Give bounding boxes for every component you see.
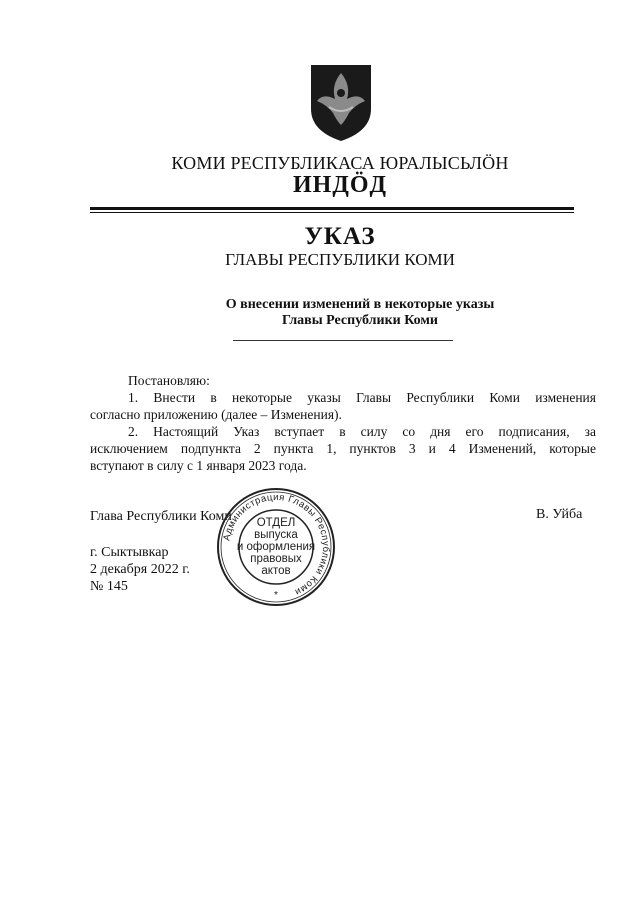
header-divider-thick xyxy=(90,207,574,210)
place-and-date xyxy=(90,544,190,595)
signatory-name: В. Уйба xyxy=(536,507,583,522)
subject-line-2: Главы Республики Коми xyxy=(281,313,439,328)
city: г. Сыктывкар xyxy=(90,545,169,560)
komi-coat-of-arms-icon xyxy=(309,63,373,143)
decree-number: № 145 xyxy=(90,579,128,594)
komi-header-title: КОМИ РЕСПУБЛИКАСА ЮРАЛЫСЬЛӦН xyxy=(171,153,509,173)
doc-type: УКАЗ xyxy=(304,223,376,250)
stamp-line-1: ОТДЕЛ xyxy=(256,517,296,529)
stamp-star-icon: * xyxy=(274,590,278,601)
header-divider-thin xyxy=(90,212,574,213)
official-stamp xyxy=(215,486,337,608)
item-1-line-2: согласно приложению (далее – Изменения). xyxy=(90,407,342,422)
stamp-line-5: актов xyxy=(261,565,291,577)
item-2-line-1: 2. Настоящий Указ вступает в силу со дня его подписания, за xyxy=(128,424,596,439)
subject-underline xyxy=(233,340,453,341)
subject-line-1: О внесении изменений в некоторые указы xyxy=(225,297,495,312)
decree-subject xyxy=(210,297,510,329)
decree-body xyxy=(90,372,596,474)
date: 2 декабря 2022 г. xyxy=(90,562,190,577)
komi-doc-type: ИНДӦД xyxy=(292,172,388,198)
stamp-line-3: и оформления xyxy=(236,541,316,553)
doc-issuer: ГЛАВЫ РЕСПУБЛИКИ КОМИ xyxy=(225,250,455,269)
item-2-line-2: исключением подпункта 2 пункта 1, пунктов 3 и 4 Изменений, которые xyxy=(90,441,596,456)
signatory-position: Глава Республики Коми xyxy=(90,509,232,524)
item-1-line-1: 1. Внести в некоторые указы Главы Республики Коми изменения xyxy=(128,390,596,405)
preamble: Постановляю: xyxy=(128,373,210,388)
stamp-line-4: правовых xyxy=(250,553,302,565)
item-2-line-3: вступают в силу с 1 января 2023 года. xyxy=(90,458,307,473)
stamp-line-2: выпуска xyxy=(254,529,298,541)
stamp-ring-text: Администрация Главы Республики Коми xyxy=(221,491,332,598)
